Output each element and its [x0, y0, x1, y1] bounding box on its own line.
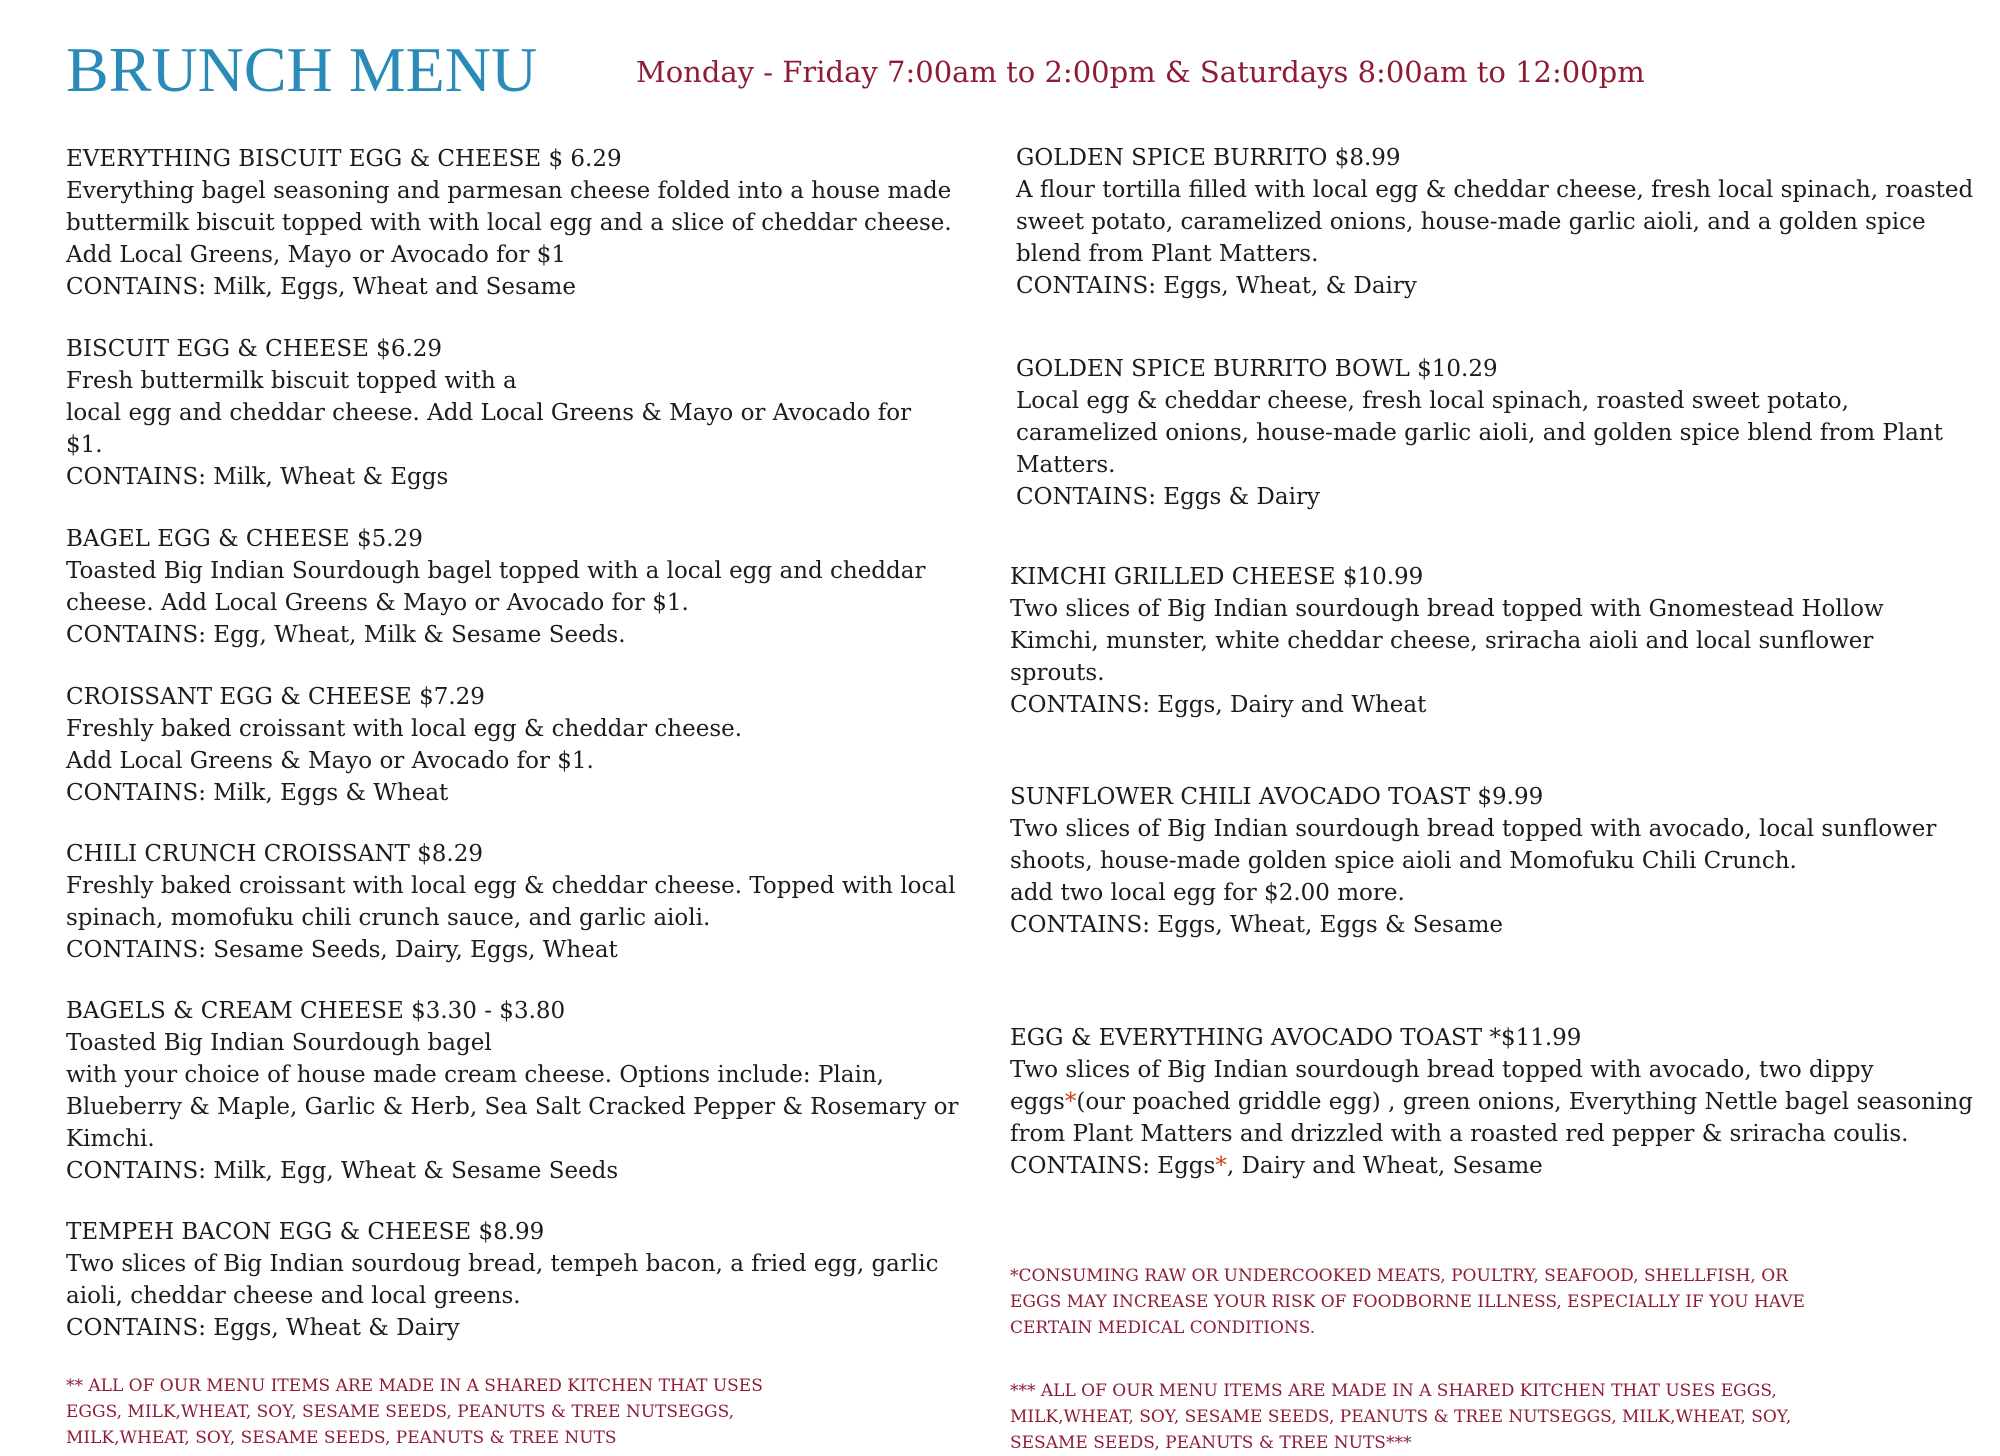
opening-hours: Monday - Friday 7:00am to 2:00pm & Saturdays 8:00am to 12:00pm [636, 55, 1645, 89]
menu-item-allergens [1010, 1150, 1973, 1182]
notice-line: *** ALL OF OUR MENU ITEMS ARE MADE IN A SHARED KITCHEN THAT USES EGGS, [1010, 1381, 1777, 1401]
menu-item-name: EGG & EVERYTHING AVOCADO TOAST *$11.99 [1010, 1025, 1582, 1051]
menu-item-description: shoots, house-made golden spice aioli and Momofuku Chili Crunch. [1010, 848, 1797, 874]
menu-item-description: buttermilk biscuit topped with with local egg and a slice of cheddar cheese. [66, 210, 952, 236]
menu-item-description [1010, 1086, 1973, 1118]
menu-item-name: TEMPEH BACON EGG & CHEESE $8.99 [66, 1219, 545, 1245]
menu-item-description: Freshly baked croissant with local egg & cheddar cheese. [66, 716, 743, 742]
menu-item-allergens: CONTAINS: Sesame Seeds, Dairy, Eggs, Wheat [66, 937, 618, 963]
notice-line: SESAME SEEDS, PEANUTS & TREE NUTS*** [1010, 1433, 1412, 1453]
menu-item-tempeh-bacon [66, 1216, 938, 1344]
menu-item-description: Matters. [1016, 452, 1116, 478]
menu-item-name: GOLDEN SPICE BURRITO $8.99 [1016, 145, 1401, 171]
menu-item-description: Toasted Big Indian Sourdough bagel topped with a local egg and cheddar [66, 558, 926, 584]
menu-item-allergens: CONTAINS: Eggs & Dairy [1016, 484, 1320, 510]
menu-item-golden-spice-burrito-bowl [1016, 353, 1943, 513]
menu-item-description: Everything bagel seasoning and parmesan cheese folded into a house made [66, 178, 952, 204]
menu-item-description: Toasted Big Indian Sourdough bagel [66, 1030, 492, 1056]
menu-item-description: aioli, cheddar cheese and local greens. [66, 1283, 521, 1309]
menu-item-addon: Add Local Greens & Mayo or Avocado for $1. [66, 748, 594, 774]
notice-line: EGGS MAY INCREASE YOUR RISK OF FOODBORNE ILLNESS, ESPECIALLY IF YOU HAVE [1010, 1292, 1805, 1312]
menu-item-description: A flour tortilla filled with local egg & cheddar cheese, fresh local spinach, roasted [1016, 177, 1974, 203]
menu-item-sunflower-chili-avocado-toast [1010, 781, 1936, 941]
menu-item-allergens: CONTAINS: Eggs, Wheat, & Dairy [1016, 273, 1417, 299]
menu-item-description: local egg and cheddar cheese. Add Local Greens & Mayo or Avocado for [66, 400, 912, 426]
menu-item-allergens: CONTAINS: Milk, Wheat & Eggs [66, 464, 449, 490]
shared-kitchen-notice [66, 1373, 763, 1451]
menu-item-text: eggs [1010, 1089, 1065, 1115]
menu-item-chili-crunch-croissant [66, 838, 955, 966]
menu-item-biscuit-egg-cheese [66, 333, 911, 493]
menu-item-name: BAGEL EGG & CHEESE $5.29 [66, 526, 423, 552]
notice-line: *CONSUMING RAW OR UNDERCOOKED MEATS, POULTRY, SEAFOOD, SHELLFISH, OR [1010, 1266, 1788, 1286]
menu-item-egg-everything-avocado-toast [1010, 1022, 1973, 1182]
menu-item-allergens: CONTAINS: Milk, Eggs, Wheat and Sesame [66, 274, 576, 300]
menu-item-allergens: CONTAINS: Egg, Wheat, Milk & Sesame Seeds. [66, 622, 626, 648]
menu-item-addon: Add Local Greens, Mayo or Avocado for $1 [66, 242, 567, 268]
menu-item-description: sweet potato, caramelized onions, house-made garlic aioli, and a golden spice [1016, 209, 1926, 235]
menu-item-description: cheese. Add Local Greens & Mayo or Avocado for $1. [66, 590, 689, 616]
menu-item-addon: add two local egg for $2.00 more. [1010, 880, 1405, 906]
menu-item-description: Two slices of Big Indian sourdough bread topped with avocado, two dippy [1010, 1057, 1874, 1083]
menu-item-name: CROISSANT EGG & CHEESE $7.29 [66, 684, 485, 710]
menu-title: BRUNCH MENU [66, 34, 538, 105]
asterisk-marker: * [1215, 1153, 1227, 1179]
menu-item-kimchi-grilled-cheese [1010, 561, 1884, 721]
menu-item-name: BAGELS & CREAM CHEESE $3.30 - $3.80 [66, 998, 566, 1024]
menu-item-text: , Dairy and Wheat, Sesame [1226, 1153, 1543, 1179]
menu-item-description: Two slices of Big Indian sourdough bread topped with avocado, local sunflower [1010, 816, 1937, 842]
menu-item-description: sprouts. [1010, 660, 1105, 686]
menu-item-bagels-cream-cheese [66, 995, 958, 1187]
menu-item-name: SUNFLOWER CHILI AVOCADO TOAST $9.99 [1010, 784, 1544, 810]
menu-item-name: BISCUIT EGG & CHEESE $6.29 [66, 336, 443, 362]
menu-item-croissant-egg-cheese [66, 681, 742, 809]
menu-item-allergens: CONTAINS: Eggs, Wheat, Eggs & Sesame [1010, 912, 1504, 938]
menu-item-description: Two slices of Big Indian sourdough bread topped with Gnomestead Hollow [1010, 596, 1884, 622]
menu-item-description: $1. [66, 432, 103, 458]
menu-item-description: Fresh buttermilk biscuit topped with a [66, 368, 517, 394]
menu-item-description: Kimchi, munster, white cheddar cheese, sriracha aioli and local sunflower [1010, 628, 1874, 654]
menu-item-allergens: CONTAINS: Eggs, Wheat & Dairy [66, 1315, 460, 1341]
notice-line: MILK,WHEAT, SOY, SESAME SEEDS, PEANUTS & TREE NUTSEGGS, MILK,WHEAT, SOY, [1010, 1407, 1792, 1427]
menu-item-description: Blueberry & Maple, Garlic & Herb, Sea Salt Cracked Pepper & Rosemary or [66, 1094, 959, 1120]
shared-kitchen-notice [1010, 1378, 1791, 1456]
menu-item-name: GOLDEN SPICE BURRITO BOWL $10.29 [1016, 356, 1498, 382]
menu-item-description: Local egg & cheddar cheese, fresh local spinach, roasted sweet potato, [1016, 388, 1849, 414]
menu-item-golden-spice-burrito [1016, 142, 1973, 302]
menu-item-everything-biscuit [66, 143, 952, 303]
menu-item-description: spinach, momofuku chili crunch sauce, and garlic aioli. [66, 905, 711, 931]
notice-line: CERTAIN MEDICAL CONDITIONS. [1010, 1318, 1316, 1338]
menu-item-name: CHILI CRUNCH CROISSANT $8.29 [66, 841, 483, 867]
menu-item-allergens: CONTAINS: Milk, Eggs & Wheat [66, 780, 449, 806]
menu-item-description: caramelized onions, house-made garlic aioli, and golden spice blend from Plant [1016, 420, 1943, 446]
menu-item-allergens: CONTAINS: Milk, Egg, Wheat & Sesame Seeds [66, 1158, 619, 1184]
menu-item-name: EVERYTHING BISCUIT EGG & CHEESE $ 6.29 [66, 146, 622, 172]
menu-item-description: blend from Plant Matters. [1016, 241, 1319, 267]
menu-item-description: from Plant Matters and drizzled with a roasted red pepper & sriracha coulis. [1010, 1121, 1909, 1147]
notice-line: ** ALL OF OUR MENU ITEMS ARE MADE IN A SHARED KITCHEN THAT USES [66, 1376, 763, 1396]
menu-item-description: Two slices of Big Indian sourdoug bread, tempeh bacon, a fried egg, garlic [66, 1251, 939, 1277]
menu-item-description: Kimchi. [66, 1126, 155, 1152]
notice-line: EGGS, MILK,WHEAT, SOY, SESAME SEEDS, PEANUTS & TREE NUTSEGGS, [66, 1402, 735, 1422]
menu-item-name: KIMCHI GRILLED CHEESE $10.99 [1010, 564, 1424, 590]
menu-item-description: with your choice of house made cream cheese. Options include: Plain, [66, 1062, 884, 1088]
menu-item-allergens: CONTAINS: Eggs, Dairy and Wheat [1010, 692, 1427, 718]
raw-food-warning [1010, 1263, 1805, 1341]
menu-item-description: Freshly baked croissant with local egg & cheddar cheese. Topped with local [66, 873, 956, 899]
menu-item-text: (our poached griddle egg) , green onions, Everything Nettle bagel seasoning [1076, 1089, 1973, 1115]
menu-item-bagel-egg-cheese [66, 523, 925, 651]
notice-line: MILK,WHEAT, SOY, SESAME SEEDS, PEANUTS & TREE NUTS [66, 1428, 617, 1448]
menu-item-text: CONTAINS: Eggs [1010, 1153, 1216, 1179]
asterisk-marker: * [1064, 1089, 1077, 1115]
